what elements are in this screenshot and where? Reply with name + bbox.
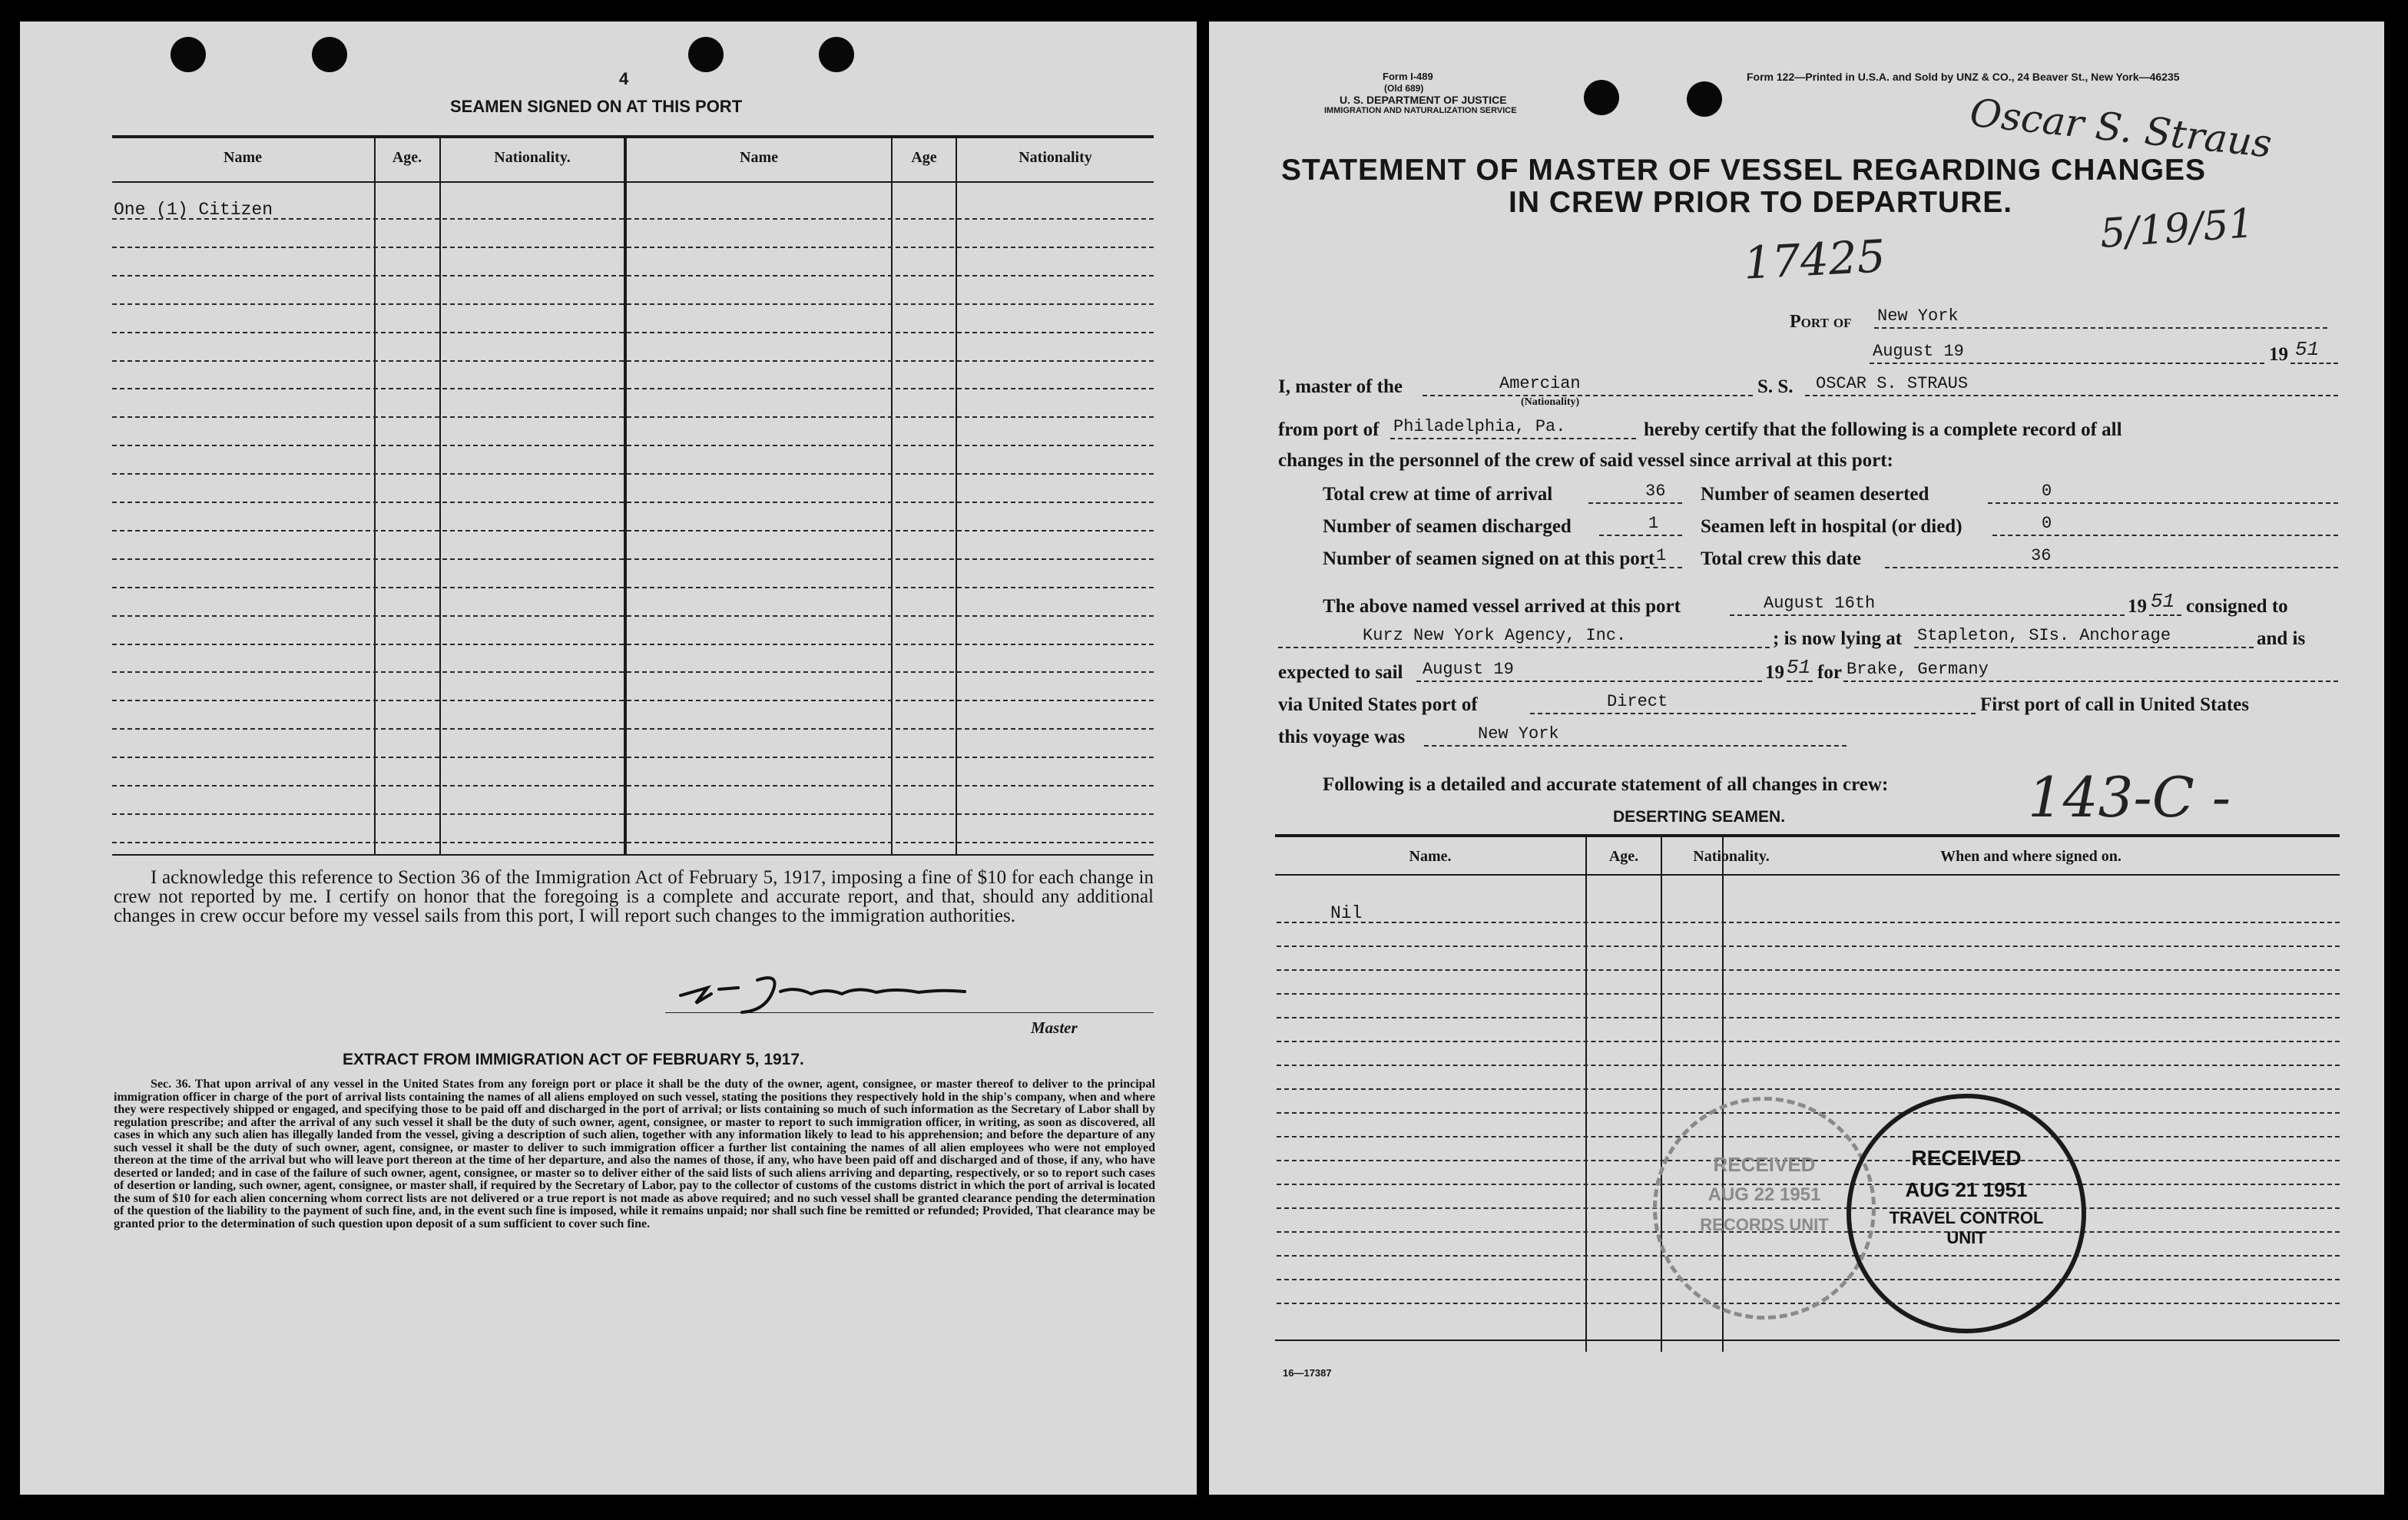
received-records-stamp [1653, 1097, 1876, 1320]
table-row-line [112, 813, 1154, 815]
port-label: Port of [1790, 312, 1852, 332]
stamp-received: RECEIVED [1911, 1146, 2022, 1170]
signature-line [665, 1012, 1154, 1013]
table-row-line [112, 558, 1154, 560]
nationality-field [1423, 372, 1753, 396]
table-row-line [1277, 969, 2340, 971]
ss-label: S. S. [1757, 376, 1794, 397]
form-old-number: (Old 689) [1384, 83, 1424, 94]
deserting-table-top-rule [1275, 834, 2340, 837]
first-port-field [1424, 722, 1847, 747]
total-date-field [1885, 544, 2338, 568]
deserted-field [1988, 479, 2338, 504]
sail-year-prefix: 19 [1765, 662, 1784, 683]
table-row-line [112, 615, 1154, 617]
table-row-line [112, 303, 1154, 305]
deserting-table-header-rule [1275, 874, 2340, 876]
right-page [1209, 22, 2384, 1495]
footer-code: 16—17387 [1283, 1367, 1332, 1379]
punch-hole [1584, 80, 1619, 115]
table-top-rule [112, 135, 1154, 138]
first-port-value: New York [1478, 724, 1559, 743]
form-title-line-2: IN CREW PRIOR TO DEPARTURE. [1509, 186, 2013, 219]
punch-hole [171, 37, 206, 72]
total-arrival-field [1588, 479, 1682, 504]
table-row-line [1277, 1065, 2340, 1066]
table-row-line [112, 416, 1154, 418]
total-date-value: 36 [2031, 546, 2052, 565]
column-header-name: Name [224, 149, 262, 166]
lying-at-field [1914, 624, 2254, 648]
total-arrival-label: Total crew at time of arrival [1323, 484, 1553, 505]
stamp-received: RECEIVED [1713, 1153, 1816, 1176]
table-row-line [112, 332, 1154, 333]
destination-value: Brake, Germany [1847, 660, 1989, 679]
changes-text: changes in the personnel of the crew of said vessel since arrival at this port: [1278, 450, 1893, 471]
total-arrival-value: 36 [1645, 482, 1666, 501]
received-travel-control-stamp [1847, 1094, 2086, 1333]
punch-hole [312, 37, 347, 72]
arrived-label: The above named vessel arrived at this port [1323, 596, 1681, 617]
entry-name: Nil [1330, 903, 1363, 923]
table-row-line [112, 502, 1154, 503]
sail-year-field [1787, 657, 1813, 682]
following-text: Following is a detailed and accurate statement of all changes in crew: [1323, 774, 1889, 795]
column-divider [1585, 837, 1587, 1352]
column-divider [624, 137, 627, 854]
section-title: SEAMEN SIGNED ON AT THIS PORT [450, 97, 743, 116]
table-header-rule [112, 181, 1154, 183]
table-row-line [112, 728, 1154, 730]
section-36-text: Sec. 36. That upon arrival of any vessel in the United States from any foreign port or place it shall be the duty of the owner, agent, consignee, or master thereof to deliver to the principal immigration officer in charge of the port of arrival lists containing the names of all aliens employed on such vessel, stating the positions they respectively hold in the ship's company, when and where they were respectively shipped or engaged, and specifying those to be paid off and discharged in the port of arrival; or lists containing so much of such information as the Secretary of Labor shall by regulation prescribe; and after the arrival of any such vessel it shall be the duty of such owner, agent, consignee, or master to report to such immigration officer, in writing, as soon as discovered, all cases in which any such alien has illegally landed from the vessel, giving a description of such alien, together with any information likely to lead to his apprehension; and before the departure of any such vessel it shall be the duty of such owner, agent, consignee, or master to deliver to such immigration officer a further list containing the names of all alien employees who were not employed thereon at the time of the arrival but who will leave port thereon at the time of her departure, and also the names of those, if any, who have been paid off and discharged and of those, if any, who have deserted or landed; and in case of the failure of such owner, agent, consignee, or master so to deliver either of the said lists of such aliens arriving and departing, respectively, or so to report such cases of desertion or landing, such owner, agent, consignee, or master shall, if required by the Secretary of Labor, pay to the collector of customs of the customs district in which the port of arrival is located the sum of $10 for each alien concerning whom correct lists are not delivered or a true report is not made as above required; and no such vessel shall be granted clearance pending the determination of the question of the liability to the payment of such fine, and, in the event such fine is imposed, while it remains unpaid; nor shall such fine be remitted or refunded; Provided, That clearance may be granted prior to the determination of such question upon deposit of a sum sufficient to cover such fine. [114, 1078, 1155, 1230]
punch-hole [1687, 81, 1722, 117]
deserted-label: Number of seamen deserted [1701, 484, 1929, 505]
table-row-line [112, 587, 1154, 588]
table-row-line [112, 757, 1154, 758]
year-prefix: 19 [2269, 344, 2288, 365]
column-header-age: Age. [1608, 848, 1639, 865]
from-port-field [1390, 415, 1636, 439]
arrived-value: August 16th [1764, 594, 1876, 613]
arrived-field [1730, 591, 2125, 616]
destination-field [1843, 657, 2338, 682]
hospital-field [1992, 512, 2338, 536]
hospital-value: 0 [2042, 514, 2052, 533]
column-header-name-2: Name [740, 149, 778, 166]
page-number: 4 [619, 69, 629, 88]
discharged-label: Number of seamen discharged [1323, 516, 1572, 537]
table-row-line [112, 275, 1154, 277]
column-divider [439, 137, 441, 854]
handwritten-number: 17425 [1742, 230, 1887, 290]
signed-on-label: Number of seamen signed on at this port [1323, 548, 1655, 569]
table-row-line [1277, 922, 2340, 923]
stamp-date: AUG 21 1951 [1905, 1178, 2028, 1201]
acknowledgment-text: I acknowledge this reference to Section 36 of the Immigration Act of February 5, 1917, imposing a fine of $10 for each change in crew not reported by me. I certify on honor that the foregoing is a complete and accurate report, and that, should any additional changes in crew occur before my vessel sails from this port, I will report such changes to the immigration authorities. [114, 867, 1154, 926]
column-header-name: Name. [1409, 848, 1452, 865]
handwritten-code: 143-C - [2028, 765, 2231, 830]
consignee-field [1278, 624, 1770, 648]
sail-field [1416, 657, 1762, 682]
port-value: New York [1877, 306, 1959, 326]
sail-label: expected to sail [1278, 662, 1403, 683]
handwritten-ship-name: Oscar S. Straus [1968, 90, 2274, 167]
from-port-value: Philadelphia, Pa. [1393, 417, 1566, 436]
table-row-line [1277, 1088, 2340, 1090]
from-port-label: from port of [1278, 419, 1380, 440]
consignee-value: Kurz New York Agency, Inc. [1363, 626, 1627, 645]
column-divider [956, 137, 957, 854]
year-value: 51 [2295, 338, 2320, 361]
certify-text: hereby certify that the following is a complete record of all [1644, 419, 2122, 440]
form-title-line-1: STATEMENT OF MASTER OF VESSEL REGARDING CHANGES [1281, 154, 2207, 187]
arrived-year-field [2149, 591, 2181, 616]
nationality-caption: (Nationality) [1521, 396, 1580, 408]
table-row-line [112, 530, 1154, 532]
table-row-line [112, 473, 1154, 475]
stamp-unit: RECORDS UNIT [1700, 1215, 1829, 1234]
column-header-age-2: Age [911, 149, 937, 166]
stamp-date: AUG 22 1951 [1707, 1184, 1821, 1205]
table-row-line [112, 247, 1154, 248]
total-date-label: Total crew this date [1701, 548, 1862, 569]
column-header-when-where: When and where signed on. [1940, 848, 2121, 865]
master-signature [665, 965, 988, 1026]
consigned-label: consigned to [2186, 596, 2288, 617]
discharged-field [1599, 512, 1682, 536]
arrived-year-prefix: 19 [2128, 596, 2147, 617]
vessel-value: OSCAR S. STRAUS [1816, 374, 1969, 393]
lying-at-value: Stapleton, SIs. Anchorage [1917, 626, 2171, 645]
vessel-field [1805, 372, 2338, 396]
handwritten-date: 5/19/51 [2098, 200, 2256, 257]
and-is-label: and is [2257, 628, 2306, 649]
master-label: Master [1031, 1018, 1078, 1037]
table-row-line [112, 700, 1154, 701]
table-row-line [112, 785, 1154, 786]
table-row-line [1277, 945, 2340, 947]
table-row-line [112, 671, 1154, 673]
table-row-line [112, 360, 1154, 362]
left-page [20, 22, 1197, 1495]
nationality-value: Amercian [1499, 374, 1581, 393]
stamp-unit-line-1: TRAVEL CONTROL [1889, 1208, 2044, 1227]
table-row-line [1277, 1017, 2340, 1018]
voyage-label: this voyage was [1278, 727, 1406, 747]
table-row-line [112, 388, 1154, 389]
stamp-unit-line-2: UNIT [1946, 1228, 1986, 1247]
signed-on-value: 1 [1656, 546, 1667, 565]
for-label: for [1817, 662, 1842, 683]
arrived-year-value: 51 [2151, 590, 2175, 613]
service-name: IMMIGRATION AND NATURALIZATION SERVICE [1324, 106, 1517, 115]
table-bottom-rule [112, 854, 1154, 856]
discharged-value: 1 [1648, 514, 1659, 533]
year-field [2290, 339, 2338, 364]
lying-label: ; is now lying at [1773, 628, 1903, 649]
table-row-line [1277, 993, 2340, 995]
signed-on-field [1645, 544, 1682, 568]
table-row-line [112, 644, 1154, 645]
column-divider [1661, 837, 1662, 1352]
table-row-line [112, 218, 1154, 220]
hospital-label: Seamen left in hospital (or died) [1701, 516, 1963, 537]
table-row-line [1277, 1041, 2340, 1042]
entry-name: One (1) Citizen [114, 200, 273, 220]
printer-line: Form 122—Printed in U.S.A. and Sold by UNZ & CO., 24 Beaver St., New York—46235 [1747, 71, 2180, 83]
deserted-value: 0 [2042, 482, 2052, 501]
table-row-line [112, 445, 1154, 446]
sail-year-value: 51 [1787, 656, 1811, 679]
via-field [1530, 690, 1976, 714]
punch-hole [819, 37, 854, 72]
column-divider [374, 137, 376, 854]
via-value: Direct [1607, 692, 1668, 711]
deserting-title: DESERTING SEAMEN. [1613, 808, 1786, 826]
master-of-label: I, master of the [1278, 376, 1403, 397]
form-number: Form I-489 [1383, 71, 1433, 82]
date-value: August 19 [1873, 342, 1964, 361]
agency-name: U. S. DEPARTMENT OF JUSTICE [1340, 94, 1507, 106]
via-label: via United States port of [1278, 694, 1478, 715]
date-field [1870, 339, 2264, 364]
column-header-nationality-2: Nationality [1019, 149, 1092, 166]
column-header-age: Age. [392, 149, 422, 166]
column-divider [891, 137, 893, 854]
port-field [1874, 304, 2327, 329]
column-header-nationality: Nationality. [494, 149, 571, 166]
punch-hole [688, 37, 724, 72]
column-header-nationality: Nationality. [1693, 848, 1770, 865]
table-row-line [112, 842, 1154, 843]
sail-value: August 19 [1423, 660, 1514, 679]
first-port-label: First port of call in United States [1980, 694, 2249, 715]
extract-title: EXTRACT FROM IMMIGRATION ACT OF FEBRUARY 5, 1917. [343, 1051, 804, 1068]
deserting-table-bottom-rule [1275, 1340, 2340, 1341]
